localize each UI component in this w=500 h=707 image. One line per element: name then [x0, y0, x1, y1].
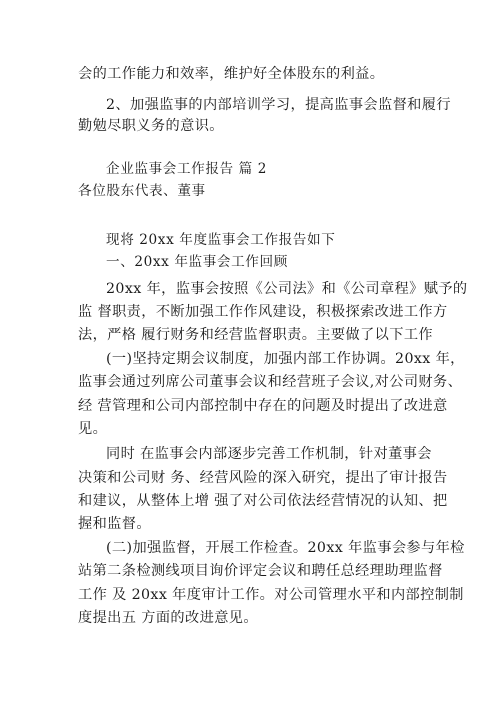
paragraph-line: 20xx 年，监事会按照《公司法》和《公司章程》赋予的: [106, 281, 468, 297]
intro-line: 现将 20xx 年度监事会工作报告如下: [106, 232, 336, 248]
paragraph-line: 度提出五 方面的改进意见。: [78, 610, 258, 626]
paragraph-line: 经 营管理和公司内部控制中存在的问题及时提出了改进意: [78, 398, 448, 414]
paragraph-line: 站第二条检测线项目询价评定会议和聘任总经理助理监督: [78, 563, 443, 579]
paragraph-line: 会的工作能力和效率，维护好全体股东的利益。: [78, 66, 385, 82]
paragraph-line: (一)坚持定期会议制度，加强内部工作协调。20xx 年，: [106, 351, 465, 367]
paragraph-line: 工作 及 20xx 年度审计工作。对公司管理水平和内部控制制: [78, 587, 464, 603]
paragraph-line: 勤勉尽职义务的意识。: [78, 118, 224, 134]
paragraph-line: 2、加强监事的内部培训学习，提高监事会监督和履行: [106, 97, 451, 113]
paragraph-line: 决策和公司财 务、经营风险的深入研究，提出了审计报告: [78, 470, 448, 486]
paragraph-line: 监 督职责，不断加强工作作风建设，积极探索改进工作方: [78, 304, 448, 320]
salutation: 各位股东代表、董事: [78, 183, 206, 199]
subsection-heading: 一、20xx 年监事会工作回顾: [106, 254, 288, 270]
paragraph-line: 监事会通过列席公司董事会议和经营班子会议,对公司财务、: [78, 374, 463, 390]
paragraph-line: 握和监督。: [78, 516, 151, 532]
paragraph-line: (二)加强监督，开展工作检查。20xx 年监事会参与年检: [106, 540, 465, 556]
paragraph-line: 法，严格 履行财务和经营监督职责。主要做了以下工作: [78, 327, 434, 343]
paragraph-line: 同时 在监事会内部逐步完善工作机制，针对董事会: [106, 446, 432, 462]
section-heading: 企业监事会工作报告 篇 2: [106, 161, 268, 177]
paragraph-line: 见。: [78, 421, 108, 437]
paragraph-line: 和建议，从整体上增 强了对公司依法经营情况的认知、把: [78, 493, 448, 509]
